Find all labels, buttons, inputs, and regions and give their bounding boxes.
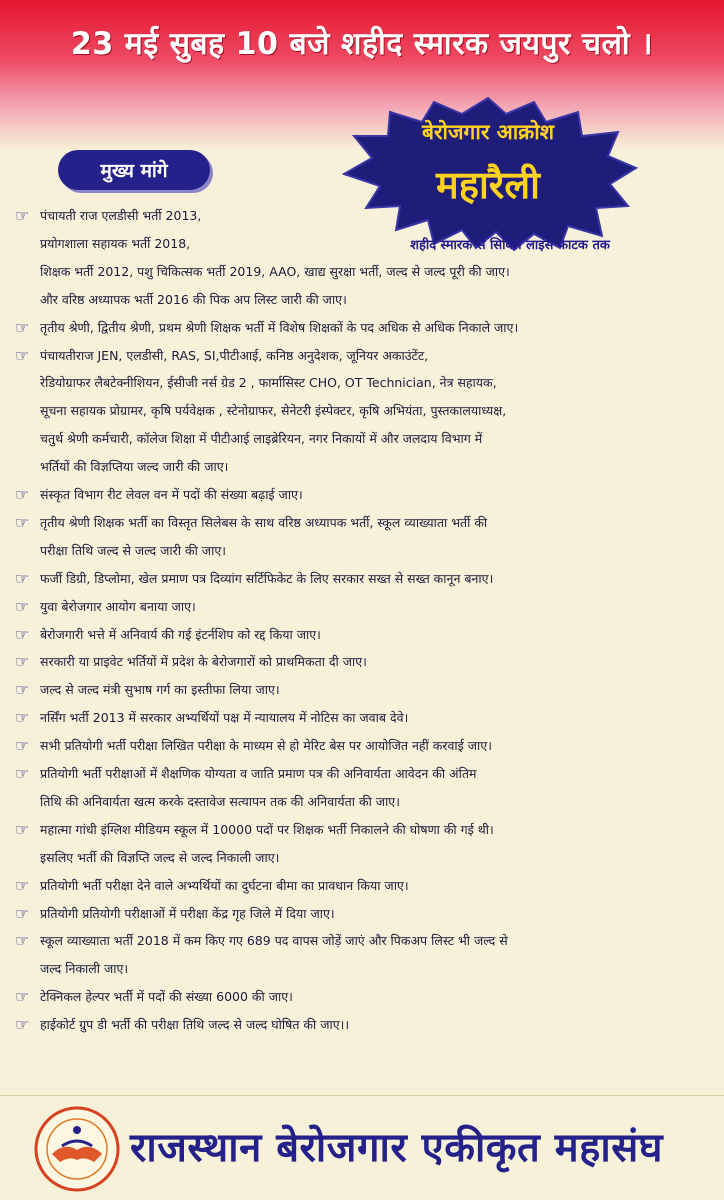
demand-line: सभी प्रतियोगी भर्ती परीक्षा लिखित परीक्षा के माध्यम से हो मेरिट बेस पर आयोजित नहीं करवाई जाए। xyxy=(40,738,492,754)
demand-line: चतुर्थ श्रेणी कर्मचारी, कॉलेज शिक्षा में पीटीआई लाइब्रेरियन, नगर निकायों में और जलदाय विभाग में xyxy=(40,431,483,447)
pointing-hand-icon: ☞ xyxy=(14,680,30,700)
demand-line: इसलिए भर्ती की विज्ञप्ति जल्द से जल्द निकाली जाए। xyxy=(40,849,280,865)
pointing-hand-icon: ☞ xyxy=(14,485,30,504)
demand-line: स्कूल व्याख्याता भर्ती 2018 में कम किए गए 689 पद वापस जोड़ें जाएं और पिकअप लिस्ट भी जल्द से xyxy=(40,933,508,949)
pointing-hand-icon: ☞ xyxy=(14,736,30,756)
pointing-hand-icon: ☞ xyxy=(14,206,30,225)
demand-line: तृतीय श्रेणी शिक्षक भर्ती का विस्तृत सिलेबस के साथ वरिष्ठ अध्यापक भर्ती, स्कूल व्याख्याता भर्ती की xyxy=(40,514,488,530)
demand-line: टेक्निकल हेल्पर भर्ती में पदों की संख्या 6000 की जाए। xyxy=(40,989,293,1005)
rally-title-line2: महारैली xyxy=(436,163,540,207)
demand-line: रेडियोग्राफर लैबटेक्नीशियन, ईसीजी नर्स ग्रेड 2 , फार्मासिस्ट CHO, OT Technician, नेत्र सहायक, xyxy=(40,375,497,391)
handshake-emblem-icon xyxy=(34,1106,120,1192)
demand-line: जल्द से जल्द मंत्री सुभाष गर्ग का इस्तीफा लिया जाए। xyxy=(40,682,280,698)
organization-name: राजस्थान बेरोजगार एकीकृत महासंघ xyxy=(130,1125,663,1171)
pointing-hand-icon: ☞ xyxy=(14,512,30,532)
pointing-hand-icon: ☞ xyxy=(14,652,30,672)
rally-route: शहीद स्मारक से सिविल लाइंस फाटक तक xyxy=(410,238,610,253)
demands-heading xyxy=(58,150,210,190)
pointing-hand-icon: ☞ xyxy=(14,875,30,895)
demand-line: भर्तियों की विज्ञप्तिया जल्द जारी की जाए। xyxy=(40,459,229,475)
pointing-hand-icon: ☞ xyxy=(14,987,30,1007)
demands-heading-label: मुख्य मांगे xyxy=(100,160,168,182)
demand-line: बेरोजगारी भत्ते में अनिवार्य की गई इंटर्नशिप को रद्द किया जाए। xyxy=(40,626,321,642)
pointing-hand-icon: ☞ xyxy=(14,708,30,728)
demand-line: संस्कृत विभाग रीट लेवल वन में पदों की संख्या बढ़ाई जाए। xyxy=(40,487,303,502)
demand-line: महात्मा गांधी इंग्लिश मीडियम स्कूल में 10000 पदों पर शिक्षक भर्ती निकालने की घोषणा की गई थी। xyxy=(40,821,494,837)
demand-line: और वरिष्ठ अध्यापक भर्ती 2016 की पिक अप लिस्ट जारी की जाए। xyxy=(40,291,347,307)
demand-line: जल्द निकाली जाए। xyxy=(40,961,129,977)
demand-line: तिथि की अनिवार्यता खत्म करके दस्तावेज सत्यापन तक की अनिवार्यता की जाए। xyxy=(40,793,400,809)
demand-line: सरकारी या प्राइवेट भर्तियों में प्रदेश के बेरोजगारों को प्राथमिकता दी जाए। xyxy=(40,654,367,670)
demand-line: पंचायतीराज JEN, एलडीसी, RAS, SI,पीटीआई, कनिष्ठ अनुदेशक, जूनियर अकाउंटेंट, xyxy=(40,347,429,363)
rally-title-line1: बेरोजगार आक्रोश xyxy=(421,120,555,144)
page-headline: 23 मई सुबह 10 बजे शहीद स्मारक जयपुर चलो । xyxy=(70,26,654,62)
demand-line: नर्सिंग भर्ती 2013 में सरकार अभ्यर्थियों पक्ष में न्यायालय में नोटिस का जवाब देवे। xyxy=(40,710,409,726)
demand-line: युवा बेरोजगार आयोग बनाया जाए। xyxy=(40,598,196,614)
demand-line: फर्जी डिग्री, डिप्लोमा, खेल प्रमाण पत्र दिव्यांग सर्टिफिकेट के लिए सरकार सख्त से सख्त कानून बनाए। xyxy=(40,570,494,586)
demand-line: प्रतियोगी भर्ती परीक्षाओं में शैक्षणिक योग्यता व जाति प्रमाण पत्र की अनिवार्यता आवेदन की अंतिम xyxy=(40,766,477,781)
pointing-hand-icon: ☞ xyxy=(14,819,30,839)
pointing-hand-icon: ☞ xyxy=(14,903,30,923)
pointing-hand-icon: ☞ xyxy=(14,317,30,337)
demand-line: प्रतियोगी प्रतियोगी परीक्षाओं में परीक्षा केंद्र गृह जिले में दिया जाए। xyxy=(40,905,335,921)
demand-line: पंचायती राज एलडीसी भर्ती 2013, xyxy=(40,208,202,223)
pointing-hand-icon: ☞ xyxy=(14,931,30,951)
demand-line: सूचना सहायक प्रोग्रामर, कृषि पर्यवेक्षक , स्टेनोग्राफर, सेनेटरी इंस्पेक्टर, कृषि अभियंता, पुस्तकालयाध्यक्ष, xyxy=(40,403,507,419)
demand-line: प्रतियोगी भर्ती परीक्षा देने वाले अभ्यर्थियों का दुर्घटना बीमा का प्रावधान किया जाए। xyxy=(40,877,409,893)
demand-line: हाईकोर्ट ग्रुप डी भर्ती की परीक्षा तिथि जल्द से जल्द घोषित की जाए।। xyxy=(40,1017,350,1033)
pointing-hand-icon: ☞ xyxy=(14,345,30,365)
pointing-hand-icon: ☞ xyxy=(14,596,30,616)
demand-line: प्रयोगशाला सहायक भर्ती 2018, xyxy=(40,235,191,251)
pointing-hand-icon: ☞ xyxy=(14,624,30,644)
pointing-hand-icon: ☞ xyxy=(14,1015,30,1035)
demand-line: तृतीय श्रेणी, द्वितीय श्रेणी, प्रथम श्रेणी शिक्षक भर्ती में विशेष शिक्षकों के पद अधिक से अधिक निकाले जाए। xyxy=(40,319,519,335)
footer-divider xyxy=(0,1095,724,1096)
pointing-hand-icon: ☞ xyxy=(14,568,30,588)
demand-line: शिक्षक भर्ती 2012, पशु चिकित्सक भर्ती 2019, AAO, खाद्य सुरक्षा भर्ती, जल्द से जल्द पूरी की जाए। xyxy=(40,263,510,279)
pointing-hand-icon: ☞ xyxy=(14,764,30,783)
demand-line: परीक्षा तिथि जल्द से जल्द जारी की जाए। xyxy=(40,542,226,558)
